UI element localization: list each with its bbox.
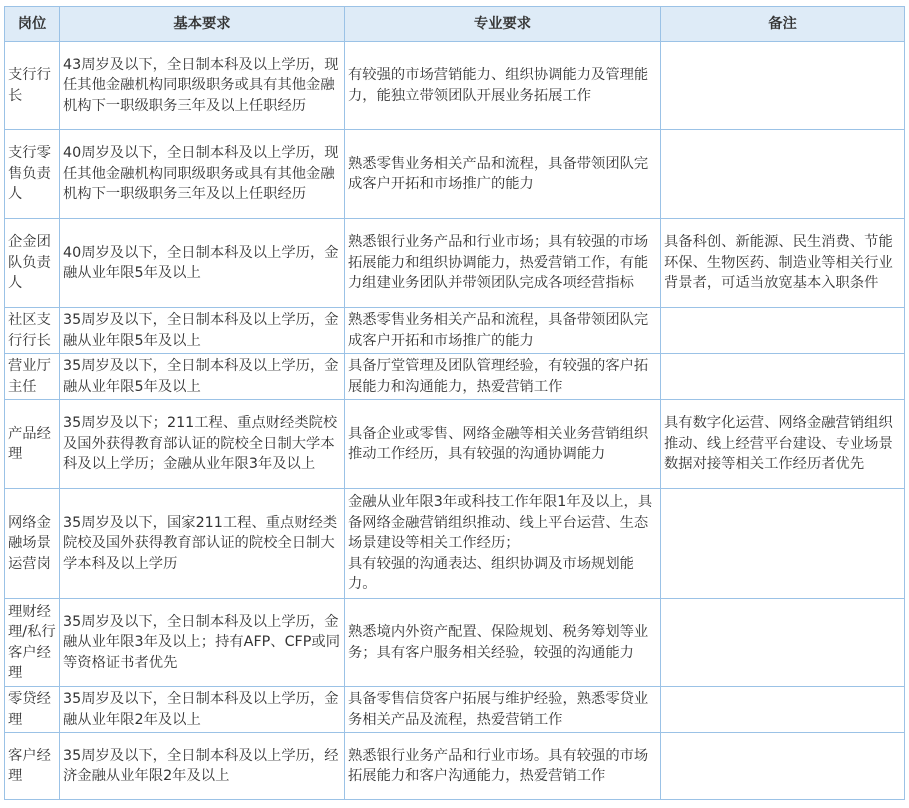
basic-requirements-cell: 35周岁及以下，全日制本科及以上学历，金融从业年限5年及以上 <box>60 354 345 400</box>
professional-requirements-cell: 熟悉银行业务产品和行业市场；具有较强的市场拓展能力和组织协调能力，热爱营销工作，有能力组建业务团队并带领团队完成各项经营指标 <box>345 219 661 308</box>
basic-requirements-cell: 40周岁及以下，全日制本科及以上学历，金融从业年限5年及以上 <box>60 219 345 308</box>
table-row <box>5 219 905 308</box>
header-professional-requirements: 专业要求 <box>345 7 661 42</box>
professional-requirements-cell: 熟悉银行业务产品和行业市场。具有较强的市场拓展能力和客户沟通能力，热爱营销工作 <box>345 733 661 800</box>
basic-requirements-cell: 35周岁及以下，全日制本科及以上学历，金融从业年限2年及以上 <box>60 687 345 733</box>
basic-requirements-cell: 40周岁及以下，全日制本科及以上学历，现任其他金融机构同职级职务或具有其他金融机构下一职级职务三年及以上任职经历 <box>60 130 345 219</box>
basic-requirements-cell: 43周岁及以下，全日制本科及以上学历，现任其他金融机构同职级职务或具有其他金融机构下一职级职务三年及以上任职经历 <box>60 42 345 130</box>
header-position: 岗位 <box>5 7 60 42</box>
position-cell: 支行零售负责人 <box>5 130 60 219</box>
table-row <box>5 354 905 400</box>
professional-requirements-cell: 具备企业或零售、网络金融等相关业务营销组织推动工作经历，具有较强的沟通协调能力 <box>345 400 661 489</box>
basic-requirements-cell: 35周岁及以下，全日制本科及以上学历，经济金融从业年限2年及以上 <box>60 733 345 800</box>
table-row <box>5 733 905 800</box>
remarks-cell <box>661 687 905 733</box>
position-cell: 产品经理 <box>5 400 60 489</box>
position-cell: 支行行长 <box>5 42 60 130</box>
remarks-cell <box>661 599 905 687</box>
table-row <box>5 130 905 219</box>
table-row <box>5 42 905 130</box>
remarks-cell <box>661 354 905 400</box>
position-cell: 网络金融场景运营岗 <box>5 489 60 599</box>
position-cell: 理财经理/私行客户经理 <box>5 599 60 687</box>
header-basic-requirements: 基本要求 <box>60 7 345 42</box>
position-cell: 客户经理 <box>5 733 60 800</box>
professional-requirements-cell: 熟悉零售业务相关产品和流程，具备带领团队完成客户开拓和市场推广的能力 <box>345 130 661 219</box>
table-row <box>5 489 905 599</box>
remarks-cell <box>661 42 905 130</box>
table-row <box>5 400 905 489</box>
professional-requirements-cell: 有较强的市场营销能力、组织协调能力及管理能力，能独立带领团队开展业务拓展工作 <box>345 42 661 130</box>
basic-requirements-cell: 35周岁及以下，全日制本科及以上学历，金融从业年限5年及以上 <box>60 308 345 354</box>
recruitment-requirements-table <box>4 6 905 800</box>
professional-requirements-cell: 具备厅堂管理及团队管理经验，有较强的客户拓展能力和沟通能力，热爱营销工作 <box>345 354 661 400</box>
basic-requirements-cell: 35周岁及以下；211工程、重点财经类院校及国外获得教育部认证的院校全日制大学本科及以上学历；金融从业年限3年及以上 <box>60 400 345 489</box>
position-cell: 社区支行行长 <box>5 308 60 354</box>
remarks-cell: 具有数字化运营、网络金融营销组织推动、线上经营平台建设、专业场景数据对接等相关工作经历者优先 <box>661 400 905 489</box>
position-cell: 企金团队负责人 <box>5 219 60 308</box>
table-row <box>5 308 905 354</box>
position-cell: 零贷经理 <box>5 687 60 733</box>
table-row <box>5 687 905 733</box>
table-row <box>5 599 905 687</box>
basic-requirements-cell: 35周岁及以下，全日制本科及以上学历，金融从业年限3年及以上；持有AFP、CFP或同等资格证书者优先 <box>60 599 345 687</box>
remarks-cell <box>661 489 905 599</box>
basic-requirements-cell: 35周岁及以下，国家211工程、重点财经类院校及国外获得教育部认证的院校全日制大学本科及以上学历 <box>60 489 345 599</box>
professional-requirements-cell: 金融从业年限3年或科技工作年限1年及以上，具备网络金融营销组织推动、线上平台运营、生态场景建设等相关工作经历； 具有较强的沟通表达、组织协调及市场规划能力。 <box>345 489 661 599</box>
table-header-row <box>5 7 905 42</box>
position-cell: 营业厅主任 <box>5 354 60 400</box>
remarks-cell <box>661 733 905 800</box>
professional-requirements-cell: 熟悉境内外资产配置、保险规划、税务筹划等业务；具有客户服务相关经验，较强的沟通能力 <box>345 599 661 687</box>
professional-requirements-cell: 具备零售信贷客户拓展与维护经验，熟悉零贷业务相关产品及流程，热爱营销工作 <box>345 687 661 733</box>
remarks-cell <box>661 308 905 354</box>
remarks-cell: 具备科创、新能源、民生消费、节能环保、生物医药、制造业等相关行业背景者，可适当放宽基本入职条件 <box>661 219 905 308</box>
remarks-cell <box>661 130 905 219</box>
header-remarks: 备注 <box>661 7 905 42</box>
professional-requirements-cell: 熟悉零售业务相关产品和流程，具备带领团队完成客户开拓和市场推广的能力 <box>345 308 661 354</box>
